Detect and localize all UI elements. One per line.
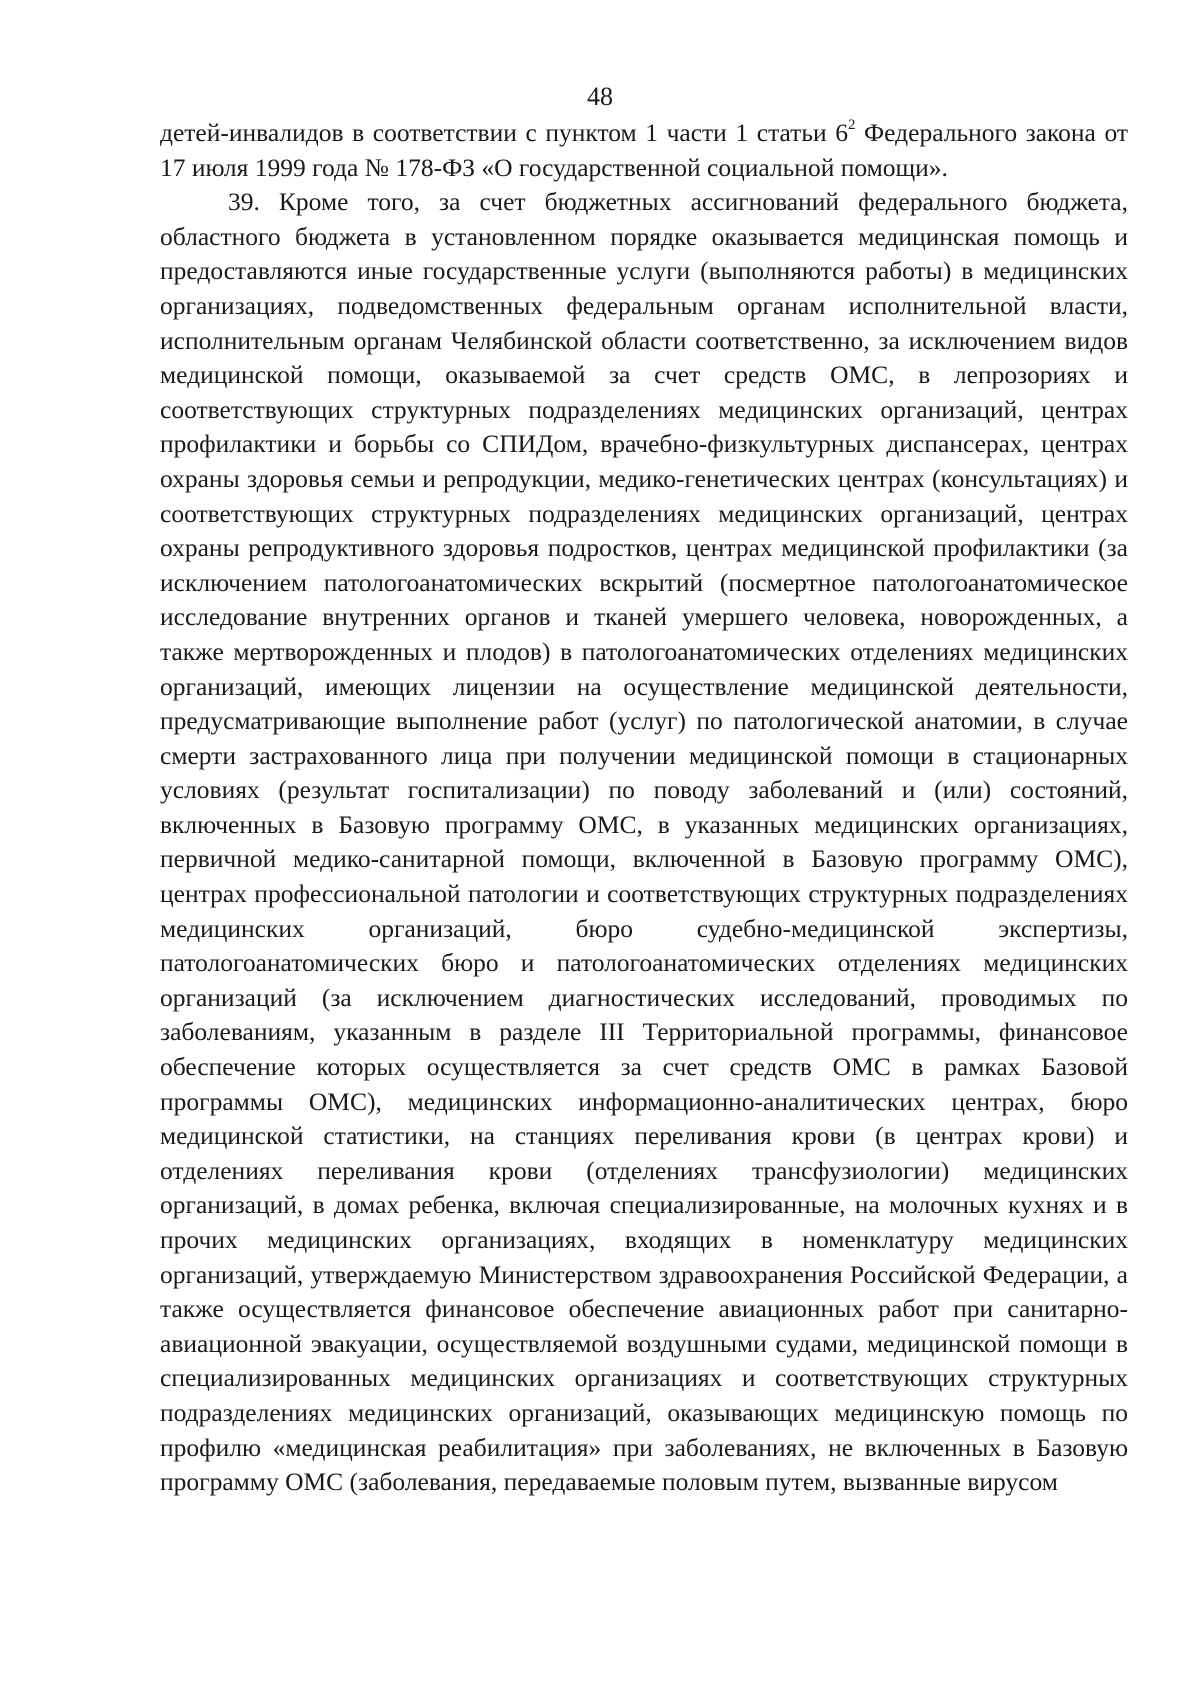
document-body <box>160 116 1128 1500</box>
superscript: 2 <box>847 116 856 133</box>
paragraph-39: 39. Кроме того, за счет бюджетных ассигнований федерального бюджета, областного бюджета в установленном порядке оказывается медицинская помощь и предоставляются иные государственные услуги (выполняются работы) в медицинских организациях, подведомственных федеральным органам исполнительной власти, исполнительным органам Челябинской области соответственно, за исключением видов медицинской помощи, оказываемой за счет средств ОМС, в лепрозориях и соответствующих структурных подразделениях медицинских организаций, центрах профилактики и борьбы со СПИДом, врачебно-физкультурных диспансерах, центрах охраны здоровья семьи и репродукции, медико-генетических центрах (консультациях) и соответствующих структурных подразделениях медицинских организаций, центрах охраны репродуктивного здоровья подростков, центрах медицинской профилактики (за исключением патологоанатомических вскрытий (посмертное патологоанатомическое исследование внутренних органов и тканей умершего человека, новорожденных, а также мертворожденных и плодов) в патологоанатомических отделениях медицинских организаций, имеющих лицензии на осуществление медицинской деятельности, предусматривающие выполнение работ (услуг) по патологической анатомии, в случае смерти застрахованного лица при получении медицинской помощи в стационарных условиях (результат госпитализации) по поводу заболеваний и (или) состояний, включенных в Базовую программу ОМС, в указанных медицинских организациях, первичной медико-санитарной помощи, включенной в Базовую программу ОМС), центрах профессиональной патологии и соответствующих структурных подразделениях медицинских организаций, бюро судебно-медицинской экспертизы, патологоанатомических бюро и патологоанатомических отделениях медицинских организаций (за исключением диагностических исследований, проводимых по заболеваниям, указанным в разделе III Территориальной программы, финансовое обеспечение которых осуществляется за счет средств ОМС в рамках Базовой программы ОМС), медицинских информационно-аналитических центрах, бюро медицинской статистики, на станциях переливания крови (в центрах крови) и отделениях переливания крови (отделениях трансфузиологии) медицинских организаций, в домах ребенка, включая специализированные, на молочных кухнях и в прочих медицинских организациях, входящих в номенклатуру медицинских организаций, утверждаемую Министерством здравоохранения Российской Федерации, а также осуществляется финансовое обеспечение авиационных работ при санитарно-авиационной эвакуации, осуществляемой воздушными судами, медицинской помощи в специализированных медицинских организациях и соответствующих структурных подразделениях медицинских организаций, оказывающих медицинскую помощь по профилю «медицинская реабилитация» при заболеваниях, не включенных в Базовую программу ОМС (заболевания, передаваемые половым путем, вызванные вирусом <box>160 187 1128 1497</box>
paragraph-text: детей-инвалидов в соответствии с пунктом 1 части 1 статьи 6 <box>160 118 848 147</box>
paragraph-text-continued: Федерального закона от 17 июля 1999 года № 178-ФЗ «О государственной социальной помощи». <box>160 118 1129 182</box>
paragraph-continuation <box>160 116 1128 185</box>
page-number: 48 <box>587 82 613 111</box>
